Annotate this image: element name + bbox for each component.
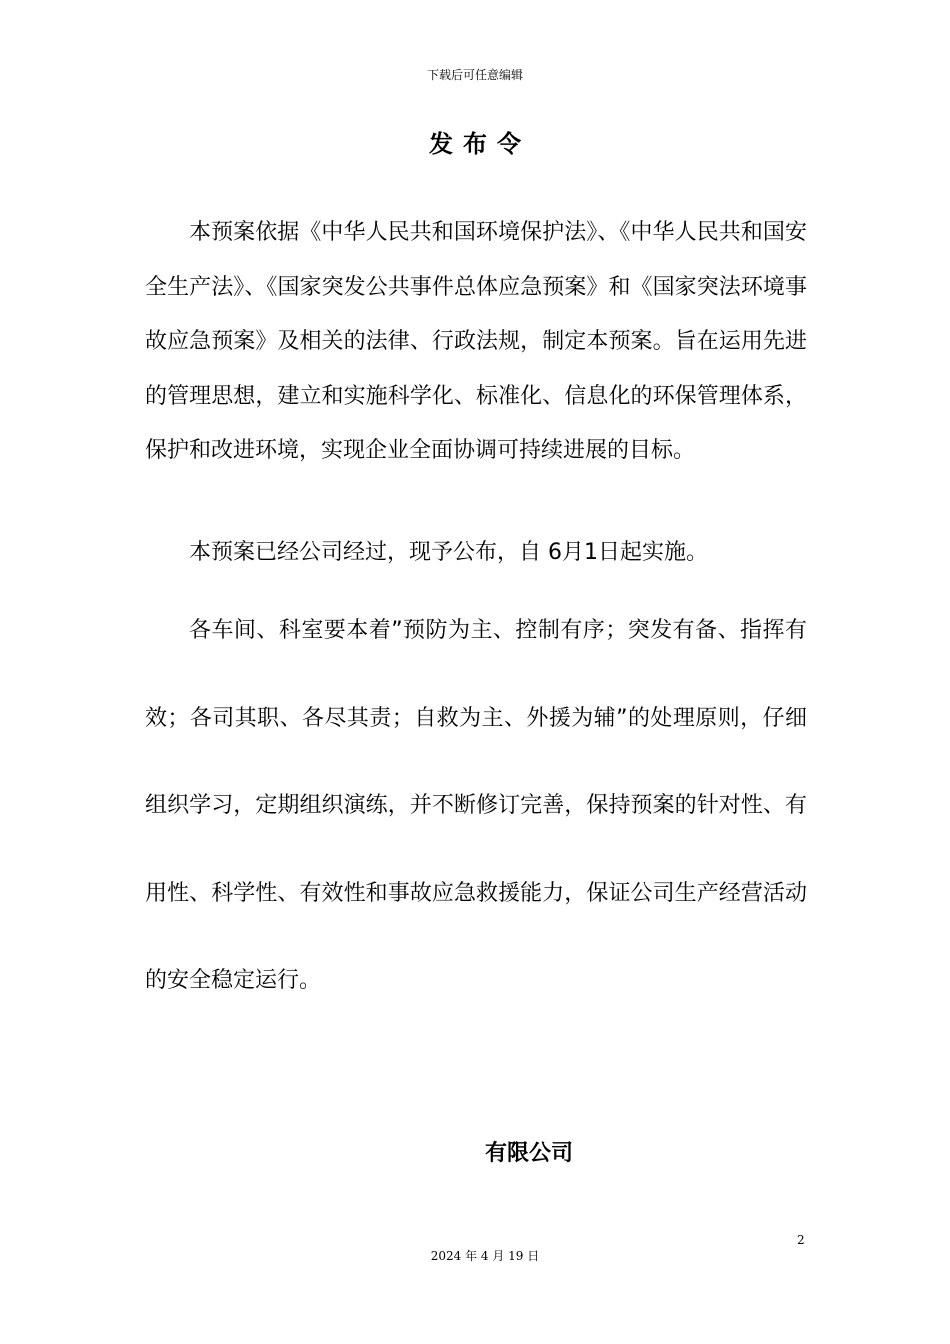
document-title: 发布令 bbox=[429, 130, 531, 158]
paragraph-effective-date: 本预案已经公司经过，现予公布，自 6月1日起实施。 bbox=[189, 540, 708, 565]
footer-date: 2024 年 4 月 19 日 bbox=[430, 1249, 540, 1263]
paragraph-basis: 本预案依据《中华人民共和国环境保护法》、《中华人民共和国安全生产法》、《国家突发公共事件总体应急预案》和《国家突法环境事故应急预案》及相关的法律、行政法规，制定本预案。旨在运用先进的管理思想，建立和实施科学化、标准化、信息化的环保管理体系，保护和改进环境，实现企业全面协调可持续进展的目标。 bbox=[145, 220, 807, 463]
paragraph-principles: 各车间、科室要本着”预防为主、控制有序；突发有备、指挥有效；各司其职、各尽其责；自救为主、外援为辅”的处理原则，仔细组织学习，定期组织演练，并不断修订完善，保持预案的针对性、有用性、科学性、有效性和事故应急救援能力，保证公司生产经营活动的安全稳定运行。 bbox=[145, 618, 807, 993]
page-number: 2 bbox=[797, 1233, 805, 1247]
company-signature: 有限公司 bbox=[485, 1141, 574, 1166]
header-note: 下载后可任意编辑 bbox=[426, 68, 523, 82]
